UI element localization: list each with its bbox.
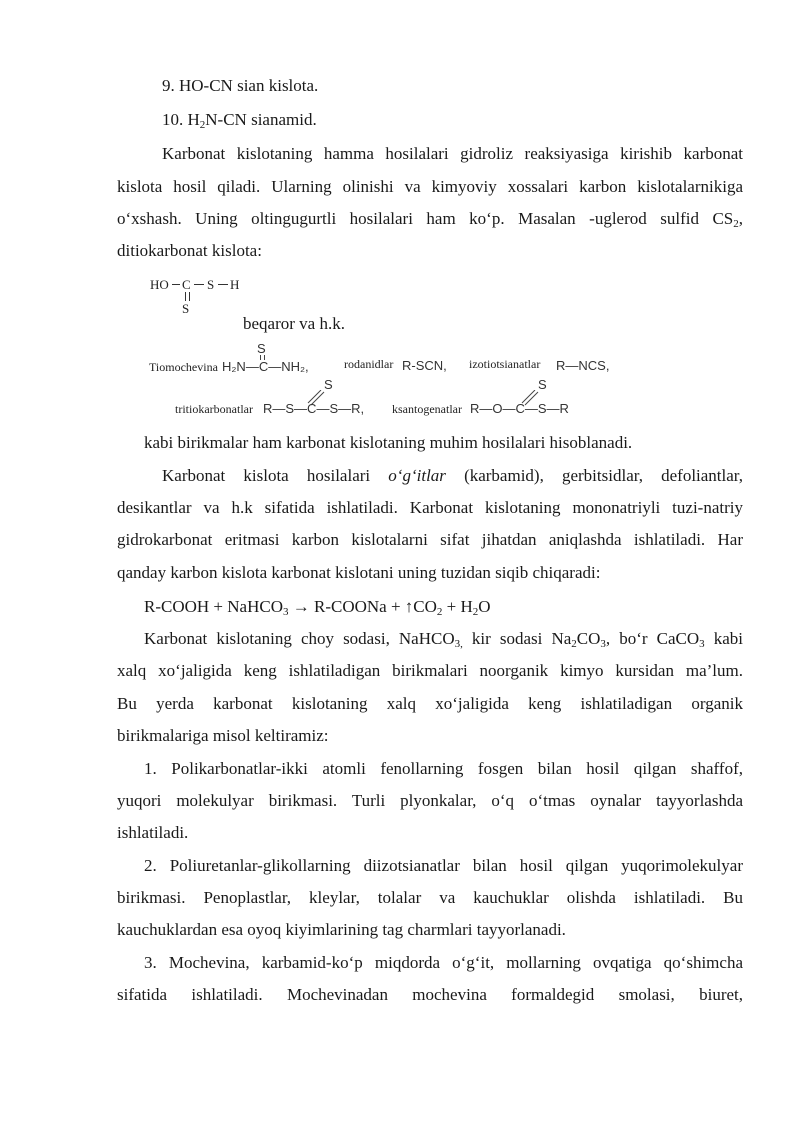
tritiokarbonatlar-label: tritiokarbonatlar — [175, 402, 253, 416]
paragraph-line: birikmalariga misol keltiramiz: — [117, 726, 329, 745]
list-item-2: 2. Poliuretanlar-glikollarning diizotsianatlar bilan hosil qilgan yuqorimolekulyar — [144, 856, 743, 875]
tiomochevina-label: Tiomochevina — [149, 360, 218, 374]
paragraph-line: yuqori molekulyar birikmasi. Turli plyonkalar, o‘q o‘tmas oynalar tayyorlashda — [117, 791, 743, 810]
tiomochevina-s: S — [257, 341, 266, 356]
paragraph-line: Karbonat kislotaning hamma hosilalari gidroliz reaksiyasiga kirishib karbonat — [162, 144, 743, 163]
tritiokarbonatlar-s: S — [324, 377, 333, 392]
paragraph-line: Karbonat kislotaning choy sodasi, NaHCO$_{3,}$ kir sodasi $Na_2CO_3$, bo‘r CaCO$_3$ kabi — [144, 629, 743, 650]
paragraph-line: Karbonat kislota hosilalari o‘g‘itlar (karbamid), gerbitsidlar, defoliantlar, — [162, 466, 744, 485]
list-item-1: 1. Polikarbonatlar-ikki atomli fenollarning fosgen bilan hosil qilgan shaffof, — [144, 759, 743, 778]
ksantogenatlar-s: S — [538, 377, 547, 392]
ksantogenatlar-label: ksantogenatlar — [392, 402, 462, 416]
list-item-9: 9. HO-CN sian kislota. — [162, 76, 319, 95]
paragraph-line: sifatida ishlatiladi. Mochevinadan mochevina formaldegid smolasi, biuret, — [117, 985, 743, 1004]
rodanidlar-label: rodanidlar — [344, 357, 394, 371]
paragraph-line: xalq xo‘jaligida keng ishlatiladigan birikmalari noorganik kimyo kursidan ma’lum. — [117, 661, 743, 680]
ksantogenatlar-formula: R—O—C—S—R — [470, 401, 569, 416]
paragraph-line: kislota hosil qiladi. Ularning olinishi va kimyoviy xossalari karbon kislotalarnikiga — [117, 177, 743, 196]
document-page: 9. HO-CN sian kislota. 10. $H_2N-CN$ sianamid. Karbonat kislotaning hamma hosilalari gidroliz reaksiyasiga kirishib karbonat kislota hosil qiladi. Ularning olinishi va kimyoviy xossalari karbon kislotalarnikiga o‘xshash. Uning oltingugurtli hosilalari ham ko‘p. Masalan -uglerod sulfid $CS_2$, ditiokarbonat kislota: HO C S H S beqaror va h.k. Tiomochevina S H₂N—C—NH₂, rodanidlar R-SCN, izotiotsianatlar R—NCS, tritiokarbonatlar S R—S—C—S—R, ksantogenatlar S R—O—C—S—R kabi birikmalar ham karbonat kislotaning muhim hosilalari hisoblanadi. Karbonat kislota hosilalari o‘g‘itlar (karbamid), gerbitsidlar, defoliantlar, desikantlar va h.k sifatida ishlatiladi. Karbonat kislotaning mononatriyli tuzi-natriy gidrokarbonat eritmasi karbon kislotalarni sifat jihatdan aniqlashda ishlatiladi. Har qanday karbon kislota karbonat kislotani uning tuzidan siqib chiqaradi: R-COOH + NaHCO$_3$ → R-COONa + $↑CO_2 + H_2O$ Karbonat kislotaning choy sodasi, NaHCO$_{3,}$ kir sodasi $Na_2CO_3$, bo‘r CaCO$_3$ kabi xalq xo‘jaligida keng ishlatiladigan birikmalari noorganik kimyo kursidan ma’lum. Bu yerda karbonat kislotaning xalq xo‘jaligida keng ishlatiladigan organik birikmalariga misol keltiramiz: 1. Polikarbonatlar-ikki atomli fenollarning fosgen bilan hosil qilgan shaffof, yuqori molekulyar birikmasi. Turli plyonkalar, o‘q o‘tmas oynalar tayyorlashda ishlatiladi. 2. Poliuretanlar-glikollarning diizotsianatlar bilan hosil qilgan yuqorimolekulyar birikmasi. Penoplastlar, kleylar, tolalar va kauchuklar olishda ishlatiladi. Bu kauchuklardan esa oyoq kiyimlarining tag charmlari tayyorlanadi. 3. Mochevina, karbamid-ko‘p miqdorda o‘g‘it, mollarning ovqatiga qo‘shimcha sifatida ishlatiladi. Mochevinadan mochevina formaldegid smolasi, biuret, — [117, 76, 744, 1004]
beqaror-text: beqaror va h.k. — [243, 314, 345, 333]
rodanidlar-formula: R-SCN, — [402, 358, 447, 373]
paragraph-line: gidrokarbonat eritmasi karbon kislotalarni sifat jihatdan aniqlashda ishlatiladi. Har — [117, 530, 743, 549]
list-item-3: 3. Mochevina, karbamid-ko‘p miqdorda o‘g‘it, mollarning ovqatiga qo‘shimcha — [144, 953, 743, 972]
paragraph-line: Bu yerda karbonat kislotaning xalq xo‘jaligida keng ishlatiladigan organik — [117, 694, 743, 713]
tritiokarbonatlar-formula: R—S—C—S—R, — [263, 401, 365, 416]
izotiotsianatlar-label: izotiotsianatlar — [469, 357, 541, 371]
paragraph-line: ditiokarbonat kislota: — [117, 241, 262, 260]
izotiotsianatlar-formula: R—NCS, — [556, 358, 610, 373]
list-item-10: 10. $H_2N-CN$ sianamid. — [162, 110, 317, 131]
paragraph-line: desikantlar va h.k sifatida ishlatiladi. Karbonat kislotaning mononatriyli tuzi-natriy — [117, 498, 743, 517]
paragraph-line: birikmasi. Penoplastlar, kleylar, tolalar va kauchuklar olishda ishlatiladi. Bu — [117, 888, 743, 907]
paragraph-line: o‘xshash. Uning oltingugurtli hosilalari ham ko‘p. Masalan -uglerod sulfid $CS_2$, — [117, 209, 743, 230]
paragraph-line: kauchuklardan esa oyoq kiyimlarining tag charmlari tayyorlanadi. — [117, 920, 566, 939]
paragraph-line: qanday karbon kislota karbonat kislotani uning tuzidan siqib chiqaradi: — [117, 563, 601, 582]
reaction-equation: R-COOH + NaHCO$_3$ → R-COONa + $↑CO_2 + H_2O$ — [144, 597, 491, 618]
paragraph-line: kabi birikmalar ham karbonat kislotaning muhim hosilalari hisoblanadi. — [144, 433, 633, 452]
tiomochevina-formula: H₂N—C—NH₂, — [222, 359, 309, 374]
paragraph-line: ishlatiladi. — [117, 823, 189, 842]
